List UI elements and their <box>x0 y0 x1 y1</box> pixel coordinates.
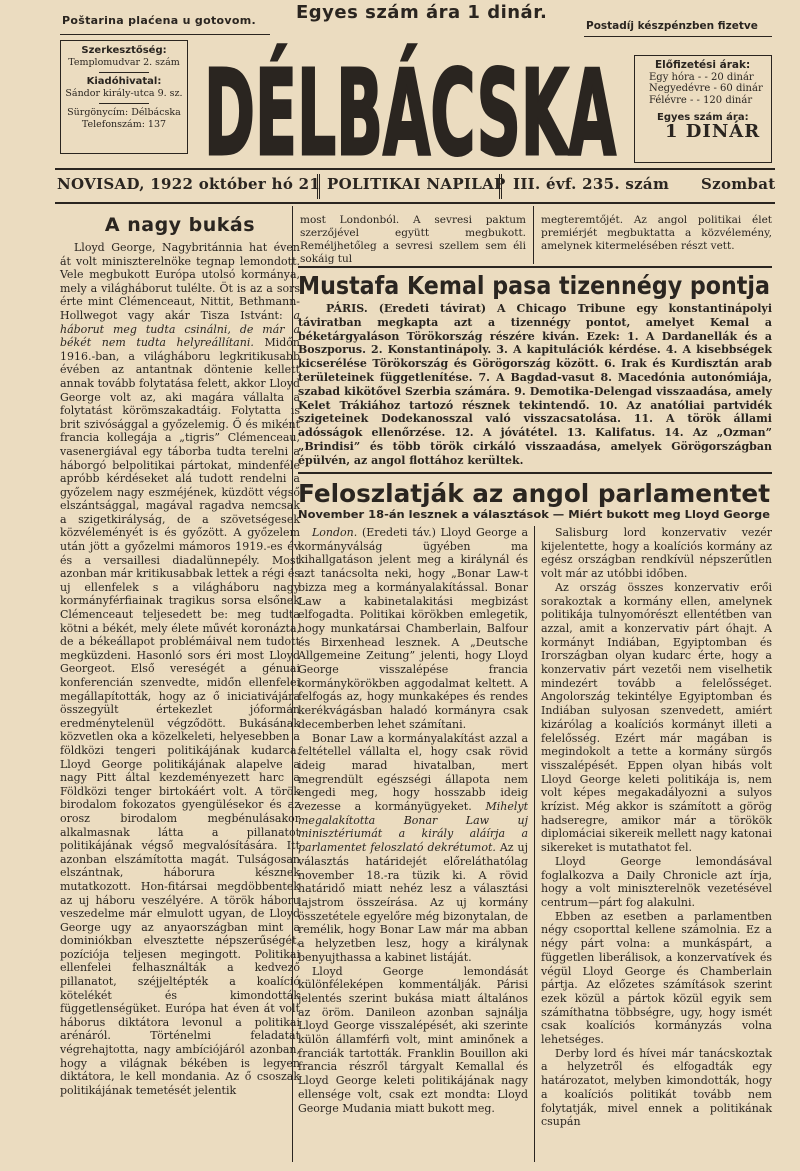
headline-kemal <box>298 270 772 300</box>
column-rule <box>533 206 534 264</box>
editorial-office-box <box>60 40 188 154</box>
article-paragraph: Ebben az esetben a parlamentben négy csoporttal kellene számolnia. Ez a négy párt volna: a munkáspárt, a független liberálisok, a konzervatívek és végül Lloyd George és Chamberlain pártja. Az előzetes számítások szerint ezek közül a pártok közül egyik sem számíthatna többségre, ugy, hogy ismét csak koalíciós kormányzás volna lehetséges. <box>541 909 772 1047</box>
dateline-divider <box>499 174 502 199</box>
article-italic-text: a háborut meg tudta csinálni, de már a békét nem tudta helyreállítani. <box>60 308 300 350</box>
editorial-address: Templomudvar 2. szám <box>68 57 180 68</box>
article-text: Midőn 1916.-ban, a világháboru legkritikusabb évében az antantnak döntenie kellett annak tovább folytatása felett, akkor Lloyd George volt az, aki magára vállalta a folytatást körömszakadtáig. Folytatta is brit szivósággal a győzelemig. Ő és miként francia kollegája a „tigris” Clémenceau, vasenergiával egy táborba tudta terelni a háborgó belpolitikai pártokat, mindenféle apróbb kérdéseket alá tudott rendelni a győzelem nagy eszméjének, küzdött végső elszántsággal, magával ragadva nemcsak a szigetkirályság, de a szövetségesek közvéleményét is és győzött. A győzelem után jött a győzelmi mámoros 1919.-es év és a versaillesi diadalünnepély. Most azonban már kritikusabbak lettek a régi és uj ellenfelek s a világháboru nagy kormányférfiainak tragikus sorsa elsőnek Clémenceaut teljesedett be: meg tudta kötni a békét, mely élete művét koronázta, de a békeállapot problémáival nem tudott megküzdeni. Hasonló sors éri most Lloyd Georgeot. Első vereségét a génuai konferencián szenvedte, midőn ellenfelei megállapították, hogy az ő iniciativájára összegyült értekezlet jóformán eredménytelenül végződött. Bukásának közvetlen oka a közelkeleti, helyesebben a földközi tengeri politikájának kudarca. Lloyd George politikájának alapelve a nagy Pitt által kezdeményezett harc a Földközi tenger birtokáért volt. A török birodalom fokozatos gyengülésekor és az orosz birodalom megbénulásakor alkalmasnak látta a pillanatot politikájának végső megvalósítására. Itt azonban elszámította magát. Tulságosan elszántnak, háborura késznek mutatkozott. Hon-fitársai megdöbbentek az uj háboru veszélyére. A török háboru veszedelme már elmulott ugyan, de Lloyd George ugy az anyaországban mint a dominiókban elvesztette népszerűségét, pozíciója teljesen megingott. Politikai ellenfelei felhasználták a kedvező pillanatot, széjjeltépték a koalíció kötelékét és kimondották függetlenségüket. Európa hat éven át volt háborus diktátora levonul a politikai arénáról. Történelmi feladatát végrehajtotta, nagy ambíciójáról azonban, hogy a világnak békében is legyen diktátora, le kell mondania. Az ő csoszak politikájának temetését jelentik <box>60 336 300 1097</box>
subscription-halfyear: Félévre - - 120 dinár <box>649 94 753 106</box>
publisher-address: Sándor király-utca 9. sz. <box>65 88 183 99</box>
subscription-title: Előfizetési árak: <box>655 59 751 71</box>
article-text: Az uj választás határidejét előreláthatólag november 18.-ra tüzik ki. A rövid határidő miatt nehéz lesz a választási lajstrom összeírása. Az uj kormány összetétele egyelőre még bizonytalan, de remélik, hogy Bonar Law már ma abban a helyzetben lesz, hogy a királynak benyujthassa a kabinet listáját. <box>298 841 529 964</box>
dateline-city: London. <box>312 526 358 539</box>
dateline-divider <box>317 174 320 199</box>
single-issue-price-banner: Egyes szám ára 1 dinár. <box>296 2 548 23</box>
column-rule <box>534 526 535 1162</box>
article-column <box>541 526 772 1166</box>
article-body <box>60 241 300 1161</box>
article-text: (Eredeti táv.) Lloyd George a kormányválság ügyében ma kihallgatáson jelent meg a királynál és azt tanácsolta neki, hogy „Bonar Law-t bizza meg a kormányalakítással. Bonar Law a kabinetalakitási megbizást elfogadta. Politikai körökben emlegetik, hogy munkatársai Chamberlain, Balfour és Birxenhead lesznek. A „Deutsche Allgemeine Zeitung” jelenti, hogy Lloyd George visszalépése francia kormánykörökben aggodalmat keltett. A felfogás az, hogy munkaképes és rendes kerékvágásban haladó kormányra csak decemberben lehet számítani. <box>298 526 528 731</box>
masthead-logo <box>200 38 620 182</box>
subheadline-text: November 18-án lesznek a választások — Miért bukott meg Lloyd George <box>298 508 770 521</box>
article-body <box>298 302 772 467</box>
article-text: (Eredeti távirat) A Chicago Tribune egy konstantinápolyi táviratban megkapta azt a tizennégy pontot, amelyet Kemal a béketárgyaláson Törökország részére kiván. Ezek: 1. A Dardanellák és a Boszporus. 2. Konstantinápoly. 3. A kapitulációk kérdése. 4. A kisebbségek kicserélése Törökország és Görögország között. 6. Irak és Kurdisztán arab területeinek függetlenítése. 7. A Bagdad-vasut 8. Macedónia autonómiája, szabad kikötővel Szerbia számára. 9. Demotika-Delengad visszaadása, amely Kelet Trákiához tartozó résznek tekintendő. 10. Az anatóliai partvidék szigeteinek Dodekanosszal való visszacsatolása. 11. A török állami adósságok ellenőrzése. 12. A jóvátétel. 13. Kalifatus. 14. Az „Ozman” „Brindisi” és több török cirkáló visszaadása, amelyek Görögországban épülvén, az angol flottához kerültek. <box>298 302 772 467</box>
subscription-monthly: Egy hóra - - 20 dinár <box>649 71 754 83</box>
issue-number: III. évf. 235. szám <box>513 175 670 193</box>
postage-cash-note: Postadíj készpénzben fizetve <box>586 20 758 32</box>
section-rule <box>298 472 772 474</box>
subscription-box <box>634 55 772 163</box>
article-italic-text: Mihelyt megalakította Bonar Law uj minisztériumát a király aláírja a parlamentet feloszlató dekrétumot. <box>298 800 528 855</box>
paper-type: POLITIKAI NAPILAP <box>327 175 506 193</box>
article-paragraph <box>298 526 528 732</box>
article-text: Bonar Law a kormányalakítást azzal a feltétellel vállalta el, hogy csak rövid ideig marad hivatalban, mert megrendült egészségi állapota nem engedi meg, hogy hosszabb ideig vezesse a kormányügyeket. <box>298 731 528 814</box>
dateline-bar <box>55 168 775 204</box>
single-issue-label: Egyes szám ára: <box>657 112 749 123</box>
strip-rule-left <box>60 34 270 35</box>
headline-parliament <box>298 478 772 508</box>
masthead-title: DÉLBÁCSKA <box>204 44 616 182</box>
subheadline <box>298 506 772 522</box>
telegram-address: Sürgönycím: Délbácska <box>67 107 181 118</box>
article-paragraph: Az ország összes konzervativ erői sorakoztak a kormány ellen, amelynek politikája tulnyomórészt ellentétben van azzal, amit a konzervativ párt óhajt. A kormányt Indiában, Egyiptomban és Irországban olyan kudarc érte, hogy a konzervativ párt vezetői nem viselhetik mindezért tovább a felelősséget. Angolország tekintélye Egyiptomban és Indiában sulyosan szenvedett, amiért kizárólag a koalíciós kormányt illeti a felelősség. Ezért már magában is megindokolt a tette a kormány sürgős visszalépését. Eppen olyan hibás volt Lloyd George keleti politikája is, nem volt képes megakadályozni a sulyos krízist. Még akkor is számított a görög hadseregre, amikor már a törökök diplomáciai sikereik mellett nagy katonai sikereket is mutathatot fel. <box>541 580 772 855</box>
weekday: Szombat <box>701 175 776 193</box>
article-column <box>298 526 528 1166</box>
article-paragraph: Lloyd George lemondását különféleképen kommentálják. Párisi jelentés szerint bukása miatt általános az öröm. Danileon azonban sajnálja Lloyd George visszalépését, aki szerinte külön államférfi volt, mint aminőnek a franciák tartották. Franklin Bouillon aki francia részről tárgyalt Kemallal és Lloyd George keleti politikájának nagy ellensége volt, csak ezt mondta: Lloyd George Mudania miatt bukott meg. <box>298 964 528 1115</box>
article-title: A nagy bukás <box>104 214 256 236</box>
section-rule <box>298 266 772 268</box>
phone-number: Telefonszám: 137 <box>81 119 167 130</box>
dateline-city: PÁRIS. <box>326 302 368 315</box>
article-text: Lloyd George, Nagybritánnia hat éven át volt miniszterelnöke tegnap lemondott. Vele megbukott Európa utolsó kormánya, mely a világháborut tulélte. Öt is az a sors érte mint Clémenceaut, Nittit, Bethmann-Hollwegot vagy akár Tisza Istvánt: <box>60 241 300 322</box>
single-issue-price: 1 DINÁR <box>665 120 761 142</box>
publisher-label: Kiadóhivatal: <box>86 76 162 87</box>
strip-rule-right <box>584 36 772 37</box>
editorial-label: Szerkesztőség: <box>81 45 167 56</box>
headline-parliament-text: Feloszlatják az angol parlamentet <box>298 479 771 508</box>
place-and-date: NOVISAD, 1922 október hó 21 <box>57 175 321 193</box>
postage-paid-note: Poštarina plaćena u gotovom. <box>62 14 256 27</box>
headline-kemal-text: Mustafa Kemal pasa tizennégy pontja <box>298 271 770 300</box>
article-continuation: megteremtőjét. Az angol politikai élet premiérjét megbuktatta a közvélemény, amelynek kitermelésében részt vett. <box>541 214 772 252</box>
article-paragraph: Lloyd George lemondásával foglalkozva a Daily Chronicle azt írja, hogy a volt miniszterelnök vezetésével centrum—párt fog alakulni. <box>541 854 772 909</box>
article-continuation: most Londonból. A sevresi paktum szerzőjével együtt megbukott. Reméljhetőleg a sevresi szellem sem éli sokáig tul <box>300 214 526 265</box>
article-paragraph: Salisburg lord konzervativ vezér kijelentette, hogy a koalíciós kormány az egész országban rendkívül népszerűtlen volt már az utóbbi időben. <box>541 526 772 581</box>
article-paragraph <box>298 732 528 965</box>
article-paragraph: Derby lord és hívei már tanácskoztak a helyzetről és elfogadták egy határozatot, melyben kimondották, hogy a koalíciós politikát tovább nem folytatják, mivel ennek a politikának csupán <box>541 1046 772 1129</box>
subscription-quarterly: Negyedévre - 60 dinár <box>649 83 763 94</box>
